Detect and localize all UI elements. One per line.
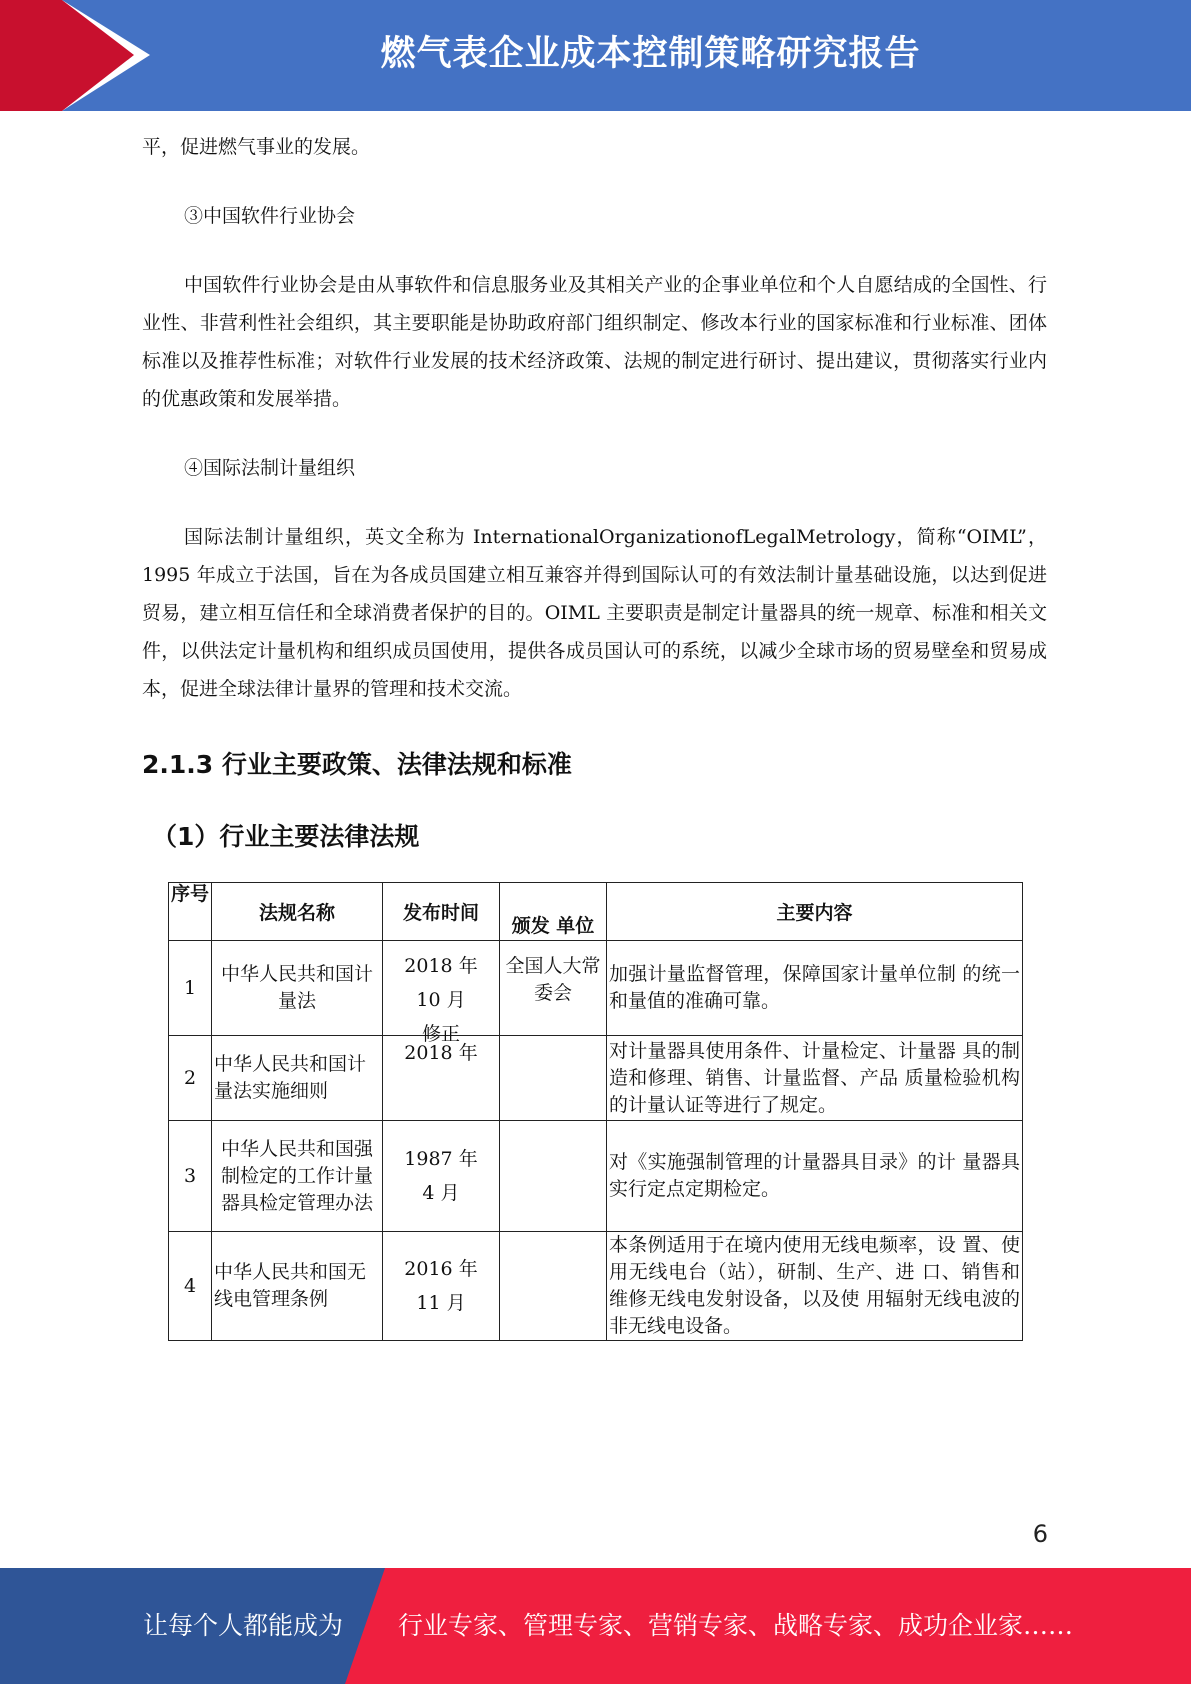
table-header-row (169, 883, 1023, 941)
page-footer (0, 1568, 1191, 1684)
row-name: 中华人民共和国计量法实施细则 (212, 1036, 383, 1121)
row-content: 本条例适用于在境内使用无线电频率，设 置、使用无线电台（站），研制、生产、进 口、销售和维修无线电发射设备，以及使 用辐射无线电波的非无线电设备。 (607, 1232, 1023, 1341)
laws-table (168, 882, 1023, 1341)
footer-slogan-left: 让每个人都能成为 (143, 1611, 344, 1640)
paragraph-continuation: 平，促进燃气事业的发展。 (142, 136, 371, 158)
row-date-year: 1987 年 (404, 1148, 478, 1170)
footer-blue-slant (345, 1568, 385, 1684)
row-date (383, 1121, 500, 1232)
row-name: 中华人民共和国强制检定的工作计量器具检定管理办法 (212, 1121, 383, 1232)
header-date: 发布时间 (383, 883, 500, 941)
row-date (383, 1232, 500, 1341)
row-no: 3 (169, 1121, 212, 1232)
report-title: 燃气表企业成本控制策略研究报告 (380, 34, 921, 74)
header-content: 主要内容 (607, 883, 1023, 941)
section-heading-laws: （1）行业主要法律法规 (152, 822, 420, 851)
header-no: 序号 (169, 883, 212, 941)
table-row (169, 941, 1023, 1036)
row-org: 全国人大常委会 (500, 941, 607, 1036)
subheading-oiml: ④国际法制计量组织 (184, 457, 356, 479)
page-header (0, 0, 1191, 111)
paragraph-oiml: 国际法制计量组织，英文全称为 InternationalOrganizationofLegalMetrology，简称“OIML”，1995 年成立于法国，旨在为各成员国建立相互兼容并得到国际认可的有效法制计量基础设施，以达到促进贸易，建立相互信任和全球消费者保护的目的。OIML 主要职责是制定计量器具的统一规章、标准和相关文件，以供法定计量机构和组织成员国使用，提供各成员国认可的系统，以减少全球市场的贸易壁垒和贸易成本，促进全球法律计量界的管理和技术交流。 (142, 526, 1047, 700)
row-date-month: 10 月 (416, 989, 466, 1011)
row-org (500, 1121, 607, 1232)
table-row (169, 1121, 1023, 1232)
row-date-year: 2016 年 (404, 1258, 478, 1280)
row-name: 中华人民共和国计量法 (212, 941, 383, 1036)
row-content: 对《实施强制管理的计量器具目录》的计 量器具实行定点定期检定。 (607, 1121, 1023, 1232)
row-org (500, 1036, 607, 1121)
row-date (383, 941, 500, 1045)
section-heading-2-1-3: 2.1.3 行业主要政策、法律法规和标准 (142, 750, 572, 779)
row-no: 4 (169, 1232, 212, 1341)
header-red-chevron (62, 0, 134, 111)
page-number: 6 (1032, 1520, 1048, 1548)
row-date-month: 4 月 (422, 1182, 460, 1204)
table-row (169, 1232, 1023, 1341)
header-red-block (0, 0, 62, 111)
row-date-note: 修正 (421, 1023, 460, 1045)
header-org: 颁发 单位 (500, 883, 607, 941)
subheading-software-association: ③中国软件行业协会 (184, 205, 356, 227)
row-content: 加强计量监督管理，保障国家计量单位制 的统一和量值的准确可靠。 (607, 941, 1023, 1036)
table-row (169, 1036, 1023, 1121)
row-content: 对计量器具使用条件、计量检定、计量器 具的制造和修理、销售、计量监督、产品 质量检验机构的计量认证等进行了规定。 (607, 1036, 1023, 1121)
row-no: 2 (169, 1036, 212, 1121)
body-text (142, 128, 1047, 708)
row-org (500, 1232, 607, 1341)
header-name: 法规名称 (212, 883, 383, 941)
row-date: 2018 年 (383, 1036, 500, 1121)
paragraph-software-association: 中国软件行业协会是由从事软件和信息服务业及其相关产业的企事业单位和个人自愿结成的全国性、行业性、非营利性社会组织，其主要职能是协助政府部门组织制定、修改本行业的国家标准和行业标准、团体标准以及推荐性标准；对软件行业发展的技术经济政策、法规的制定进行研讨、提出建议，贯彻落实行业内的优惠政策和发展举措。 (142, 274, 1047, 410)
row-date-month: 11 月 (416, 1292, 466, 1314)
row-no: 1 (169, 941, 212, 1036)
footer-slogan-right: 行业专家、管理专家、营销专家、战略专家、成功企业家…… (398, 1611, 1074, 1640)
row-date-year: 2018 年 (404, 955, 478, 977)
row-name: 中华人民共和国无线电管理条例 (212, 1232, 383, 1341)
